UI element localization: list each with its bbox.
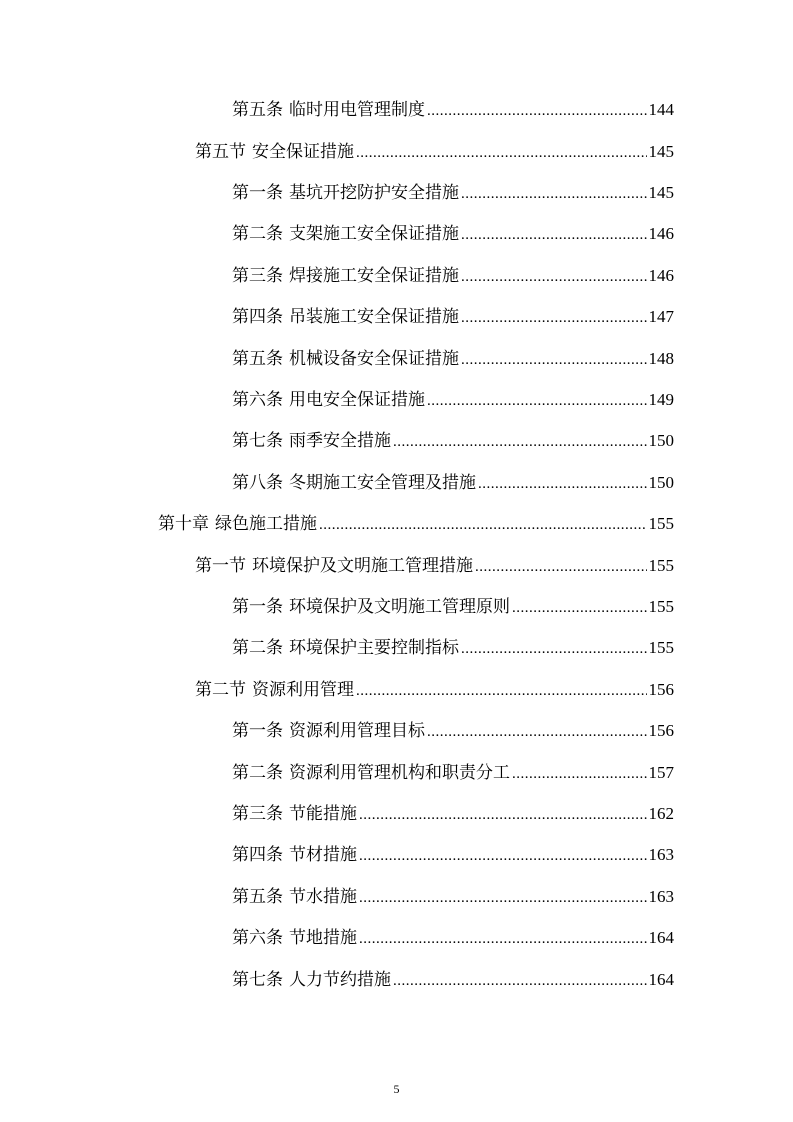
toc-entry-title: 安全保证措施 [252,142,354,162]
toc-entry[interactable] [232,636,674,660]
dot-leader [461,265,647,289]
toc-entry-title: 临时用电管理制度 [289,100,425,120]
toc-entry-title: 资源利用管理机构和职责分工 [289,763,510,783]
dot-leader [461,637,647,661]
toc-entry[interactable] [232,222,674,246]
toc-entry-title: 机械设备安全保证措施 [289,349,459,369]
toc-entry-title: 吊装施工安全保证措施 [289,307,459,327]
toc-entry-label [232,429,391,453]
toc-entry-title: 环境保护及文明施工管理原则 [289,597,510,617]
toc-entry-label [232,222,459,246]
toc-entry[interactable] [232,719,674,743]
toc-entry-label [232,636,459,660]
toc-entry-page: 155 [648,514,674,533]
dot-leader [427,99,647,123]
dot-leader [359,844,647,868]
toc-entry[interactable] [232,926,674,950]
toc-entry-number: 第二条 [232,763,283,783]
toc-entry-page: 145 [648,142,674,161]
toc-entry-label [195,554,473,578]
toc-entry-label [232,264,459,288]
toc-entry[interactable] [232,595,674,619]
toc-entry-title: 节地措施 [289,928,357,948]
toc-entry-number: 第二节 [195,680,246,700]
toc-entry-title: 人力节约措施 [289,970,391,990]
toc-entry-number: 第三条 [232,266,283,286]
toc-entry-page: 156 [648,721,674,740]
toc-entry-number: 第六条 [232,390,283,410]
toc-entry-number: 第八条 [232,473,283,493]
toc-entry-number: 第二条 [232,638,283,658]
toc-entry-number: 第五条 [232,349,283,369]
toc-entry[interactable] [232,98,674,122]
toc-entry[interactable] [232,429,674,453]
toc-entry[interactable] [232,305,674,329]
dot-leader [461,223,647,247]
toc-entry-page: 146 [648,266,674,285]
toc-entry-number: 第二条 [232,224,283,244]
toc-entry[interactable] [232,388,674,412]
toc-entry-title: 节水措施 [289,887,357,907]
toc-entry-number: 第六条 [232,928,283,948]
toc-entry-page: 147 [648,307,674,326]
toc-entry-title: 资源利用管理 [252,680,354,700]
toc-entry-title: 基坑开挖防护安全措施 [289,183,459,203]
toc-entry-page: 149 [648,390,674,409]
toc-entry-title: 绿色施工措施 [215,514,317,534]
dot-leader [356,679,647,703]
toc-entry-page: 146 [648,224,674,243]
dot-leader [359,927,647,951]
toc-entry-page: 164 [648,928,674,947]
toc-entry-page: 163 [648,887,674,906]
toc-entry[interactable] [195,140,674,164]
toc-entry-page: 150 [648,431,674,450]
toc-entry-label [158,512,317,536]
toc-entry-label [195,678,354,702]
toc-entry-label [232,719,425,743]
toc-entry-title: 焊接施工安全保证措施 [289,266,459,286]
dot-leader [512,596,647,620]
toc-entry-number: 第三条 [232,804,283,824]
toc-entry-title: 节材措施 [289,845,357,865]
toc-entry-title: 支架施工安全保证措施 [289,224,459,244]
toc-entry-number: 第一节 [195,556,246,576]
dot-leader [461,348,647,372]
dot-leader [319,513,647,537]
dot-leader [427,720,647,744]
toc-entry-number: 第一条 [232,183,283,203]
toc-entry-page: 164 [648,970,674,989]
toc-entry-title: 节能措施 [289,804,357,824]
toc-entry-page: 162 [648,804,674,823]
toc-entry[interactable] [232,761,674,785]
dot-leader [461,182,647,206]
toc-entry-page: 145 [648,183,674,202]
dot-leader [427,389,647,413]
toc-entry[interactable] [232,885,674,909]
toc-entry-number: 第一条 [232,597,283,617]
toc-entry-number: 第五条 [232,887,283,907]
dot-leader [475,555,647,579]
toc-entry-label [232,802,357,826]
toc-entry-page: 155 [648,597,674,616]
toc-entry-label [232,388,425,412]
dot-leader [359,803,647,827]
toc-entry[interactable] [232,968,674,992]
toc-entry-page: 163 [648,845,674,864]
toc-entry-label [195,140,354,164]
toc-entry-number: 第四条 [232,307,283,327]
toc-entry-label [232,843,357,867]
toc-entry-label [232,885,357,909]
toc-entry-label [232,761,510,785]
page-number: 5 [393,1082,400,1096]
toc-entry[interactable] [232,264,674,288]
toc-entry-number: 第五条 [232,100,283,120]
toc-entry-number: 第七条 [232,431,283,451]
dot-leader [393,430,647,454]
toc-entry-page: 156 [648,680,674,699]
toc-entry-page: 155 [648,556,674,575]
toc-entry-label [232,181,459,205]
dot-leader [359,886,647,910]
toc-entry-label [232,347,459,371]
toc-entry[interactable] [195,554,674,578]
toc-entry-number: 第七条 [232,970,283,990]
toc-entry-number: 第五节 [195,142,246,162]
toc-entry-number: 第十章 [158,514,209,534]
toc-entry[interactable] [232,181,674,205]
toc-entry-page: 155 [648,638,674,657]
toc-entry[interactable] [158,512,674,536]
toc-entry[interactable] [195,678,674,702]
toc-entry-title: 用电安全保证措施 [289,390,425,410]
dot-leader [393,969,647,993]
toc-entry[interactable] [232,347,674,371]
toc-entry-title: 环境保护主要控制指标 [289,638,459,658]
toc-entry-title: 冬期施工安全管理及措施 [289,473,476,493]
toc-entry-label [232,98,425,122]
toc-entry-label [232,968,391,992]
toc-entry[interactable] [232,802,674,826]
toc-entry-title: 资源利用管理目标 [289,721,425,741]
toc-entry-title: 环境保护及文明施工管理措施 [252,556,473,576]
toc-entry[interactable] [232,843,674,867]
dot-leader [461,306,647,330]
toc-entry-page: 148 [648,349,674,368]
toc-entry-label [232,471,476,495]
toc-entry-number: 第一条 [232,721,283,741]
dot-leader [478,472,647,496]
dot-leader [356,141,647,165]
toc-entry-label [232,595,510,619]
toc-entry-page: 157 [648,763,674,782]
toc-entry-label [232,926,357,950]
toc-entry-label [232,305,459,329]
dot-leader [512,762,647,786]
toc-entry-page: 144 [648,100,674,119]
toc-entry-number: 第四条 [232,845,283,865]
toc-entry[interactable] [232,471,674,495]
toc-entry-page: 150 [648,473,674,492]
toc-entry-title: 雨季安全措施 [289,431,391,451]
